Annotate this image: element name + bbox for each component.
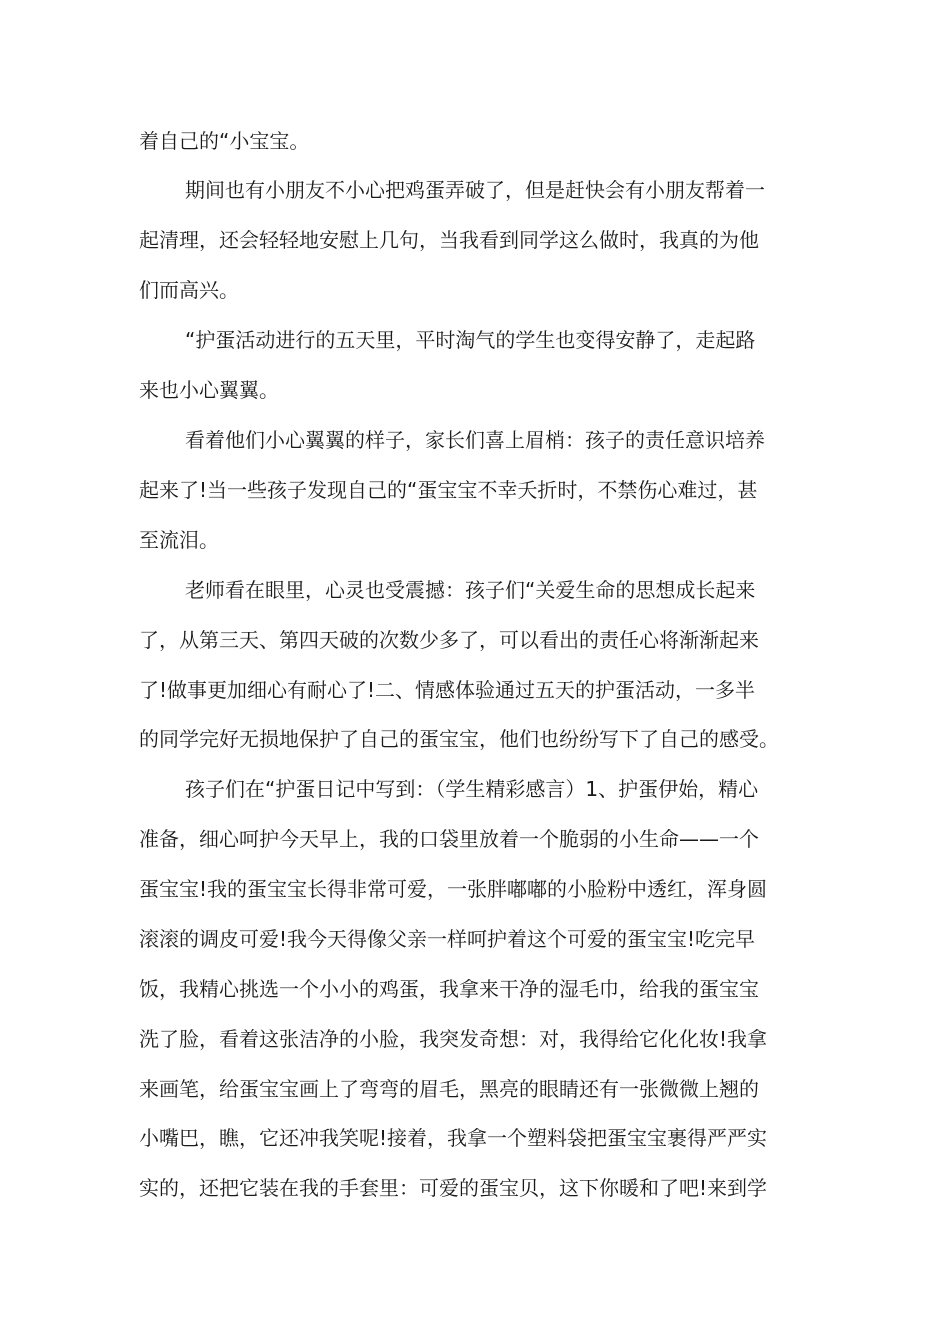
text-line: 孩子们在“护蛋日记中写到：（学生精彩感言）1、护蛋伊始，精心: [185, 777, 759, 801]
text-line: 的同学完好无损地保护了自己的蛋宝宝，他们也纷纷写下了自己的感受。: [139, 727, 779, 751]
text-line: 起来了!当一些孩子发现自己的“蛋宝宝不幸夭折时，不禁伤心难过，甚: [139, 478, 758, 502]
text-line: 实的，还把它装在我的手套里：可爱的蛋宝贝，这下你暖和了吧!来到学: [139, 1176, 768, 1200]
text-line: 饭，我精心挑选一个小小的鸡蛋，我拿来干净的湿毛巾，给我的蛋宝宝: [139, 977, 759, 1001]
text-line: 们而高兴。: [139, 278, 239, 302]
text-line: 蛋宝宝!我的蛋宝宝长得非常可爱，一张胖嘟嘟的小脸粉中透红，浑身圆: [139, 877, 768, 901]
text-line: “护蛋活动进行的五天里，平时淘气的学生也变得安静了，走起路: [185, 328, 756, 352]
text-line: 小嘴巴，瞧，它还冲我笑呢!接着，我拿一个塑料袋把蛋宝宝裹得严严实: [139, 1126, 768, 1150]
text-line: 起清理，还会轻轻地安慰上几句，当我看到同学这么做时，我真的为他: [139, 228, 759, 252]
text-line: 了!做事更加细心有耐心了!二、情感体验通过五天的护蛋活动，一多半: [139, 678, 756, 702]
text-line: 看着他们小心翼翼的样子，家长们喜上眉梢：孩子的责任意识培养: [185, 428, 765, 452]
text-line: 了，从第三天、第四天破的次数少多了，可以看出的责任心将渐渐起来: [139, 628, 759, 652]
text-line: 来也小心翼翼。: [139, 378, 279, 402]
text-line: 来画笔，给蛋宝宝画上了弯弯的眉毛，黑亮的眼睛还有一张微微上翘的: [139, 1077, 759, 1101]
text-line: 期间也有小朋友不小心把鸡蛋弄破了，但是赶快会有小朋友帮着一: [185, 178, 765, 202]
text-line: 至流泪。: [139, 528, 219, 552]
text-line: 着自己的“小宝宝。: [139, 129, 310, 153]
text-line: 滚滚的调皮可爱!我今天得像父亲一样呵护着这个可爱的蛋宝宝!吃完早: [139, 927, 756, 951]
text-line: 老师看在眼里，心灵也受震撼：孩子们“关爱生命的思想成长起来: [185, 578, 756, 602]
text-line: 洗了脸，看着这张洁净的小脸，我突发奇想：对，我得给它化化妆!我拿: [139, 1027, 768, 1051]
text-line: 准备，细心呵护今天早上，我的口袋里放着一个脆弱的小生命——一个: [139, 827, 759, 851]
